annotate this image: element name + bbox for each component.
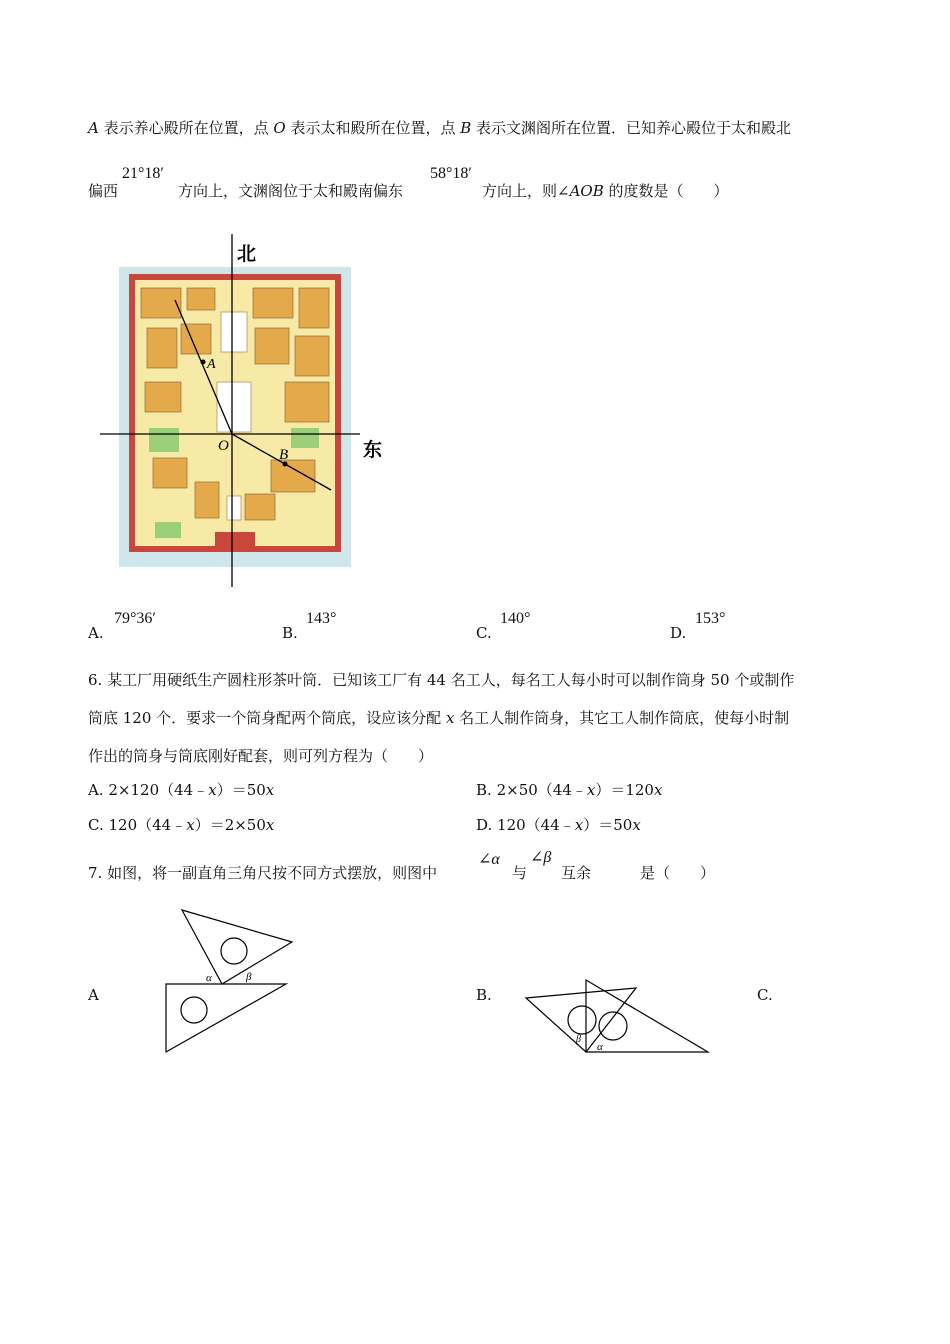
q7-option-a-label: A [88,986,99,1004]
point-o-text: O [273,119,286,137]
variable-x: x [653,781,663,799]
q7-and: 与 [512,864,528,882]
q7-stem: 7. 如图，将一副直角三角尺按不同方式摆放，则图中 [88,864,438,882]
option-text: ）＝50 [216,781,266,799]
q7-option-c-label: C. [757,986,773,1004]
triangle-one-hole [568,1006,596,1034]
triangle-top [182,910,292,984]
variable-x: x [632,816,641,834]
q7-complementary: 互余 [561,864,592,882]
q5-line-2-start: 偏西 [88,182,119,200]
q5-text-segment: 方向上，则∠ [482,182,570,200]
option-text: ）＝50 [583,816,633,834]
map-point-a-label: A [207,357,216,372]
triangle-two-hole [599,1012,627,1040]
variable-x: x [574,816,584,834]
variable-x: x [265,816,275,834]
q5-text-segment: 表示养心殿所在位置，点 [98,119,274,137]
option-text: 2×120（44﹣ [108,781,209,799]
q6-option-c [88,818,274,833]
figure-b-triangles [520,972,720,1062]
map-north-label: 北 [237,243,257,265]
point-a-dot [201,360,206,365]
option-text: ）＝2×50 [194,816,266,834]
palace-map-figure [95,232,415,592]
q5-text-segment: 的度数是（ ） [603,182,729,200]
figure-b-alpha: α [597,1041,603,1053]
q5-text-segment: 表示太和殿所在位置，点 [285,119,461,137]
map-point-o-label: O [218,438,229,454]
triangle-bottom-hole [181,997,207,1023]
q5-option-c-value: 140° [500,610,531,627]
figure-b-beta: β [576,1034,581,1045]
q6-line-2 [88,711,789,726]
q5-option-d-key: D. [670,624,687,642]
option-text: ）＝120 [595,781,654,799]
option-key: B. [476,781,492,799]
q7-is: 是（ ） [640,864,716,882]
q6-option-b [476,783,662,798]
q5-option-a-key: A. [88,624,104,642]
q6-text-segment: 筒底 120 个．要求一个筒身配两个筒底，设应该分配 [88,709,446,727]
variable-x: x [265,781,275,799]
variable-x: x [208,781,217,799]
q7-option-b-label: B. [476,986,492,1004]
triangle-top-hole [221,938,247,964]
q6-text-segment: 名工人制作筒身，其它工人制作筒底，使每小时制 [454,709,790,727]
map-east-label: 东 [363,439,383,461]
q5-line-1 [88,121,791,136]
q6-option-a [88,783,274,798]
figure-a-beta: β [246,971,252,983]
q5-text-segment: 表示文渊阁所在位置．已知养心殿位于太和殿北 [471,119,792,137]
figure-a-alpha: α [206,972,212,984]
map-point-b-label: B [279,447,289,463]
map-south-gate [215,532,255,552]
q5-option-c-key: C. [476,624,492,642]
q5-option-d-value: 153° [695,610,726,627]
option-key: A. [88,781,104,799]
option-text: 120（44﹣ [108,816,187,834]
triangle-one [526,988,636,1052]
option-text: 2×50（44﹣ [496,781,587,799]
q5-option-b-value: 143° [306,610,337,627]
angle-beta: ∠β [530,849,552,866]
variable-x: x [186,816,195,834]
point-b-text: B [460,119,472,137]
q5-line-2-end [482,184,729,199]
angle-aob-text: AOB [569,182,604,200]
option-key: D. [476,816,493,834]
q6-option-d [476,818,641,833]
q5-line-2-mid: 方向上，文渊阁位于太和殿南偏东 [178,182,404,200]
point-a-text: A [88,119,99,137]
q5-option-a-value: 79°36′ [114,610,156,627]
q6-line-1: 6. 某工厂用硬纸生产圆柱形茶叶筒．已知该工厂有 44 名工人，每名工人每小时可以制作筒身 50 个或制作 [88,671,795,689]
triangle-two [586,980,708,1052]
variable-x: x [586,781,596,799]
angle-alpha: ∠α [478,851,500,868]
variable-x: x [445,709,455,727]
option-key: C. [88,816,104,834]
option-text: 120（44﹣ [497,816,575,834]
figure-a-triangles [160,906,300,1056]
q5-option-b-key: B. [282,624,298,642]
angle-58-18: 58°18′ [430,165,472,182]
angle-21-18: 21°18′ [122,165,164,182]
q6-line-3: 作出的筒身与筒底刚好配套，则可列方程为（ ） [88,747,434,765]
